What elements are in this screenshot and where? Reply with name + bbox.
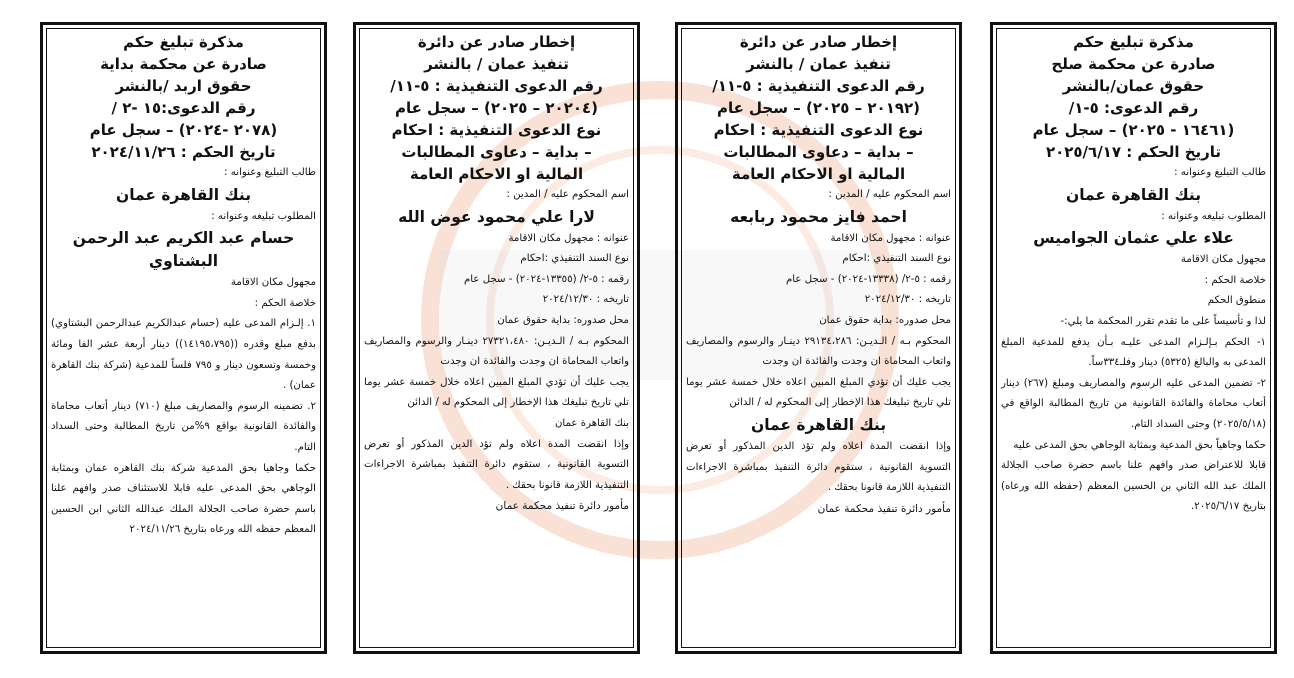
notice-heading: مذكرة تبليغ حكم صادرة عن محكمة بداية حقوق اربد /بالنشر رقم الدعوى:١٥ -٢ / (٢٠٧٨ -٢٠٢٤) – سجل عام تاريخ الحكم : ٢٠٢٤/١١/٢٦ [89, 33, 278, 161]
notice-line: رقمه : ٥-٢/ (١٣٣٣٨-٢٠٢٤) - سجل عام [786, 273, 951, 285]
notice-line: طالب التبليغ وعنوانه : [224, 167, 316, 178]
debtor-name: لارا علي محمود عوض الله [398, 207, 595, 226]
notice-line: يجب عليك أن تؤدي المبلغ المبين اعلاه خلال خمسة عشر يوما تلي تاريخ تبليغك هذا الإخطار إلى المحكوم له / الدائن [364, 376, 629, 409]
notice-line: ٢. تضمينه الرسوم والمصاريف مبلغ (٧١٠) دينار أتعاب محاماة والفائدة القانونية بواقع ٩%من تاريخ المطالبة وحتى السداد التام. [51, 400, 316, 453]
notice-line: حكما وجاهيا بحق المدعية شركة بنك القاهره عمان وبمثابة الوجاهي بحق المدعى عليه قابلا للاستئناف صدر وافهم علنا باسم حضرة صاحب الجلالة الملك عبدالله الثاني ابن الحسين المعظم حفظه الله ورعاه بتاريخ ٢٠٢٤/١١/٢٦ [51, 462, 316, 536]
notice-line: ١. إلـزام المدعى عليه (حسام عبدالكريم عبدالرحمن البشتاوي) بدفع مبلغ وقدره ((١٤١٩٥،٧٩٥)) دينار أربعة عشر الفا ومائة وخمسة وتسعون دينار و ٧٩٥ فلساً للمدعية (شركة بنك القاهرة عمان) . [51, 318, 316, 392]
notice-line: المطلوب تبليغه وعنوانه : [211, 210, 316, 222]
notice-line: وإذا انقضت المدة اعلاه ولم تؤد الدين المذكور أو تعرض التسوية القانونية ، ستقوم دائرة التنفيذ بمباشرة الاجراءات التنفيذية اللازمة قانونا بحقك . [364, 438, 629, 491]
notice-line: اسم المحكوم عليه / المدين : [828, 189, 951, 200]
notice-line: تاريخه : ٢٠٢٤/١٢/٣٠ [542, 294, 629, 306]
notice-line: عنوانه : مجهول مكان الاقامة [830, 232, 951, 244]
notice-line: نوع السند التنفيذي :احكام [520, 253, 629, 265]
debtor-name: احمد فايز محمود ربابعه [730, 207, 907, 226]
notice-column-1 [40, 22, 327, 654]
notice-line: تاريخه : ٢٠٢٤/١٢/٣٠ [864, 294, 951, 306]
signature-line: مأمور دائرة تنفيذ محكمة عمان [817, 502, 951, 515]
notice-line: خلاصة الحكم : [1204, 274, 1266, 286]
notice-line: نوع السند التنفيذي :احكام [842, 253, 951, 265]
notice-line: طالب التبليغ وعنوانه : [1174, 167, 1266, 178]
notice-line: المحكوم بـه / الـديـن: ٢٩١٣٤،٢٨٦ دينـار والرسوم والمصاريف واتعاب المحاماة ان وجدت والفائدة ان وجدت [686, 335, 951, 368]
notice-line: وإذا انقضت المدة اعلاه ولم تؤد الدين المذكور أو تعرض التسوية القانونية ، ستقوم دائرة التنفيذ بمباشرة الاجراءات التنفيذية اللازمة قانونا بحقك . [686, 440, 951, 494]
notice-heading: إخطار صادر عن دائرة تنفيذ عمان / بالنشر رقم الدعوى التنفيذية : ٥-١١/ (٢٠٢٠٤ – ٢٠٢٥) – سجل عام نوع الدعوى التنفيذية : احكام – بداية – دعاوى المطالبات المالية او الاحكام العامة [390, 33, 603, 183]
notice-line: ٢- تضمين المدعى عليه الرسوم والمصاريف ومبلغ (٢٦٧) دينار أتعاب محاماة والفائدة القانونية من تاريخ المطالبة الواقع في (٢٠٢٥/٥/١٨) وحتى السداد التام. [1001, 377, 1267, 430]
notice-line: عنوانه : مجهول مكان الاقامة [508, 232, 629, 244]
notice-line: بنك القاهرة عمان [554, 417, 629, 429]
notice-line: لذا و تأسيساً على ما تقدم تقرر المحكمة ما يلي:- [1060, 315, 1266, 327]
notice-line: يجب عليك أن تؤدي المبلغ المبين اعلاه خلال خمسة عشر يوما تلي تاريخ تبليغك هذا الإخطار إلى المحكوم له / الدائن [686, 376, 951, 409]
notice-line: خلاصة الحكم : [254, 297, 316, 309]
notice-line: مجهول مكان الاقامة [230, 277, 316, 289]
notice-column-4 [990, 22, 1277, 654]
notice-line: رقمه : ٥-٢/ (١٣٣٥٥-٢٠٢٤) - سجل عام [464, 273, 629, 285]
applicant-name: بنك القاهرة عمان [115, 185, 252, 204]
notice-line: حكما وجاهياً بحق المدعية وبمثابة الوجاهي بحق المدعى عليه [1013, 439, 1266, 451]
creditor-name: بنك القاهرة عمان [750, 415, 887, 434]
notice-line: المطلوب تبليغه وعنوانه : [1161, 210, 1266, 222]
respondent-name: حسام عبد الكريم عبد الرحمن البشتاوي [72, 229, 295, 271]
notice-line: قابلا للاعتراض صدر وافهم علنا باسم حضرة صاحب الجلالة الملك عبد الله الثاني بن الحسين المعظم (حفظه الله ورعاه) بتاريخ ٢٠٢٥/٦/١٧. [1001, 460, 1266, 513]
notice-heading: مذكرة تبليغ حكم صادرة عن محكمة صلح حقوق عمان/بالنشر رقم الدعوى: ٥-١/ (١٦٤٦١ - ٢٠٢٥) – سجل عام تاريخ الحكم : ٢٠٢٥/٦/١٧ [1032, 33, 1235, 161]
notice-line: محل صدوره: بداية حقوق عمان [497, 314, 629, 326]
applicant-name: بنك القاهرة عمان [1065, 185, 1202, 204]
notice-column-2 [353, 22, 640, 654]
notice-column-3 [675, 22, 962, 654]
notice-line: المحكوم بـه / الـديـن: ٢٧٣٢١،٤٨٠ دينـار والرسوم والمصاريف واتعاب المحاماة ان وجدت والفائدة ان وجدت [364, 335, 629, 368]
notice-line: اسم المحكوم عليه / المدين : [506, 189, 629, 200]
notice-line: مجهول مكان الاقامة [1180, 254, 1266, 266]
notice-line: ١- الحكم بـإلـزام المدعى عليـه بـأن يدفع للمدعية المبلغ المدعى به والبالغ (٥٣٢٥) دينار وفلـ٣٣٤ساً. [1001, 336, 1266, 369]
signature-line: مأمور دائرة تنفيذ محكمة عمان [495, 500, 629, 513]
respondent-name: علاء علي عثمان الجواميس [1033, 229, 1234, 248]
notice-line: منطوق الحكم [1207, 295, 1266, 307]
notice-line: محل صدوره: بداية حقوق عمان [819, 314, 951, 326]
notice-heading: إخطار صادر عن دائرة تنفيذ عمان / بالنشر رقم الدعوى التنفيذية : ٥-١١/ (٢٠١٩٢ – ٢٠٢٥) – سجل عام نوع الدعوى التنفيذية : احكام – بداية – دعاوى المطالبات المالية او الاحكام العامة [712, 33, 925, 183]
